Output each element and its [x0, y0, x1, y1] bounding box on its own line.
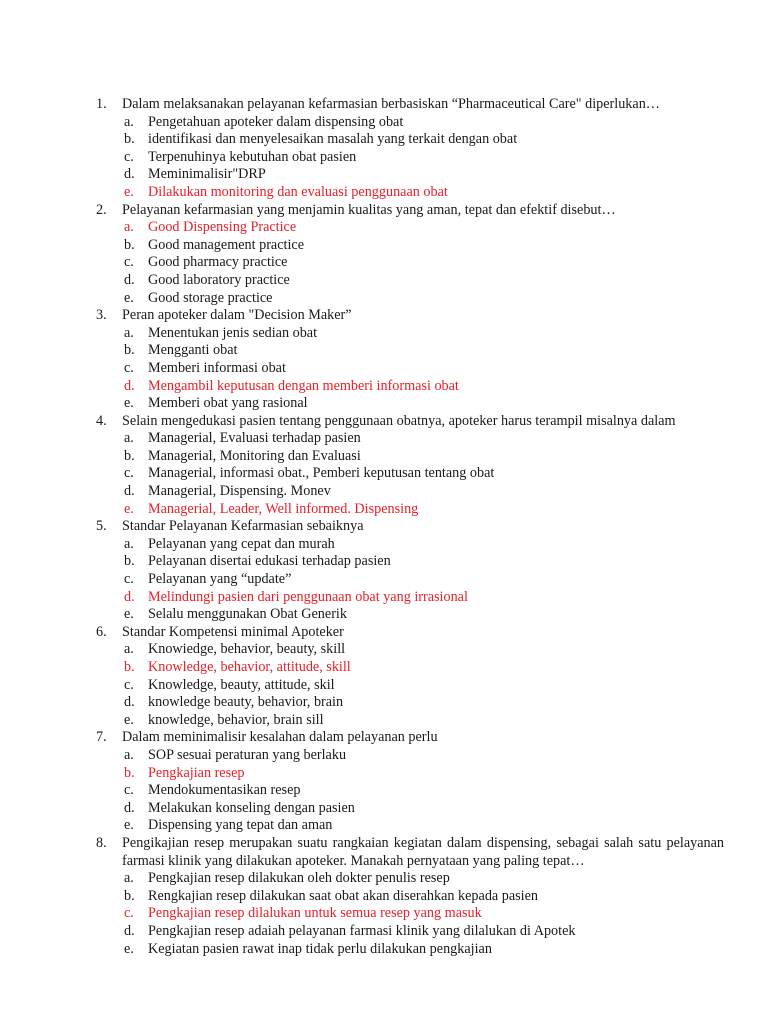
option-text: Pengkajian resep: [148, 764, 245, 781]
option-letter: a.: [124, 746, 134, 763]
option-letter: e.: [124, 289, 134, 306]
correct-answer-option: [96, 219, 724, 237]
option-letter: d.: [124, 922, 135, 939]
correct-answer-option: [96, 659, 724, 677]
option-letter: c.: [124, 254, 134, 271]
option-letter: b.: [124, 236, 135, 253]
question-row: [96, 835, 724, 870]
option-letter: e.: [124, 711, 134, 728]
question-number: 4.: [96, 412, 107, 429]
option-text: Terpenuhinya kebutuhan obat pasien: [148, 148, 357, 165]
option-text: Meminimalisir"DRP: [148, 166, 266, 183]
question-text: Standar Pelayanan Kefarmasian sebaiknya: [122, 518, 364, 535]
option-text: Managerial, Dispensing. Monev: [148, 483, 331, 500]
option-list: [96, 325, 724, 413]
option-letter: d.: [124, 271, 135, 288]
answer-option: [96, 941, 724, 959]
option-letter: d.: [124, 166, 135, 183]
option-list: [96, 536, 724, 624]
option-text: Pengkajian resep adaiah pelayanan farmasi klinik yang dilalukan di Apotek: [148, 922, 576, 939]
option-letter: a.: [124, 324, 134, 341]
option-letter: c.: [124, 676, 134, 693]
option-text: Managerial, Leader, Well informed. Dispensing: [148, 500, 419, 517]
question-row: [96, 729, 724, 747]
question-4: [96, 413, 724, 519]
option-text: Knowledge, behavior, attitude, skill: [148, 659, 351, 675]
option-text: Pengkajian resep dilalukan untuk semua resep yang masuk: [148, 905, 482, 922]
option-letter: b.: [124, 659, 135, 675]
correct-answer-option: [96, 184, 724, 202]
option-list: [96, 114, 724, 202]
option-letter: b.: [124, 447, 135, 464]
question-row: [96, 96, 724, 114]
option-text: identifikasi dan menyelesaikan masalah yang terkait dengan obat: [148, 131, 518, 148]
option-text: Pelayanan disertai edukasi terhadap pasien: [148, 553, 391, 570]
option-letter: e.: [124, 606, 134, 623]
answer-option: [96, 149, 724, 167]
option-letter: c.: [124, 465, 134, 482]
option-text: SOP sesuai peraturan yang berlaku: [148, 746, 347, 763]
question-text: Pengikajian resep merupakan suatu rangkaian kegiatan dalam dispensing, sebagai salah satu pelayanan farmasi klinik yang dilakukan apoteker. Manakah pernyataan yang paling tepat…: [122, 834, 724, 869]
option-letter: c.: [124, 148, 134, 165]
question-number: 3.: [96, 307, 107, 324]
answer-option: [96, 325, 724, 343]
answer-option: [96, 465, 724, 483]
answer-option: [96, 272, 724, 290]
option-text: Mendokumentasikan resep: [148, 782, 301, 799]
answer-option: [96, 395, 724, 413]
question-6: [96, 624, 724, 730]
option-text: Pelayanan yang cepat dan murah: [148, 535, 335, 552]
option-text: Dilakukan monitoring dan evaluasi penggunaan obat: [148, 183, 448, 200]
answer-option: [96, 536, 724, 554]
option-letter: b.: [124, 764, 135, 781]
option-text: Melindungi pasien dari penggunaan obat yang irrasional: [148, 588, 468, 605]
question-3: [96, 307, 724, 413]
question-text: Selain mengedukasi pasien tentang penggunaan obatnya, apoteker harus terampil misalnya dalam: [122, 412, 676, 429]
option-list: [96, 641, 724, 729]
option-letter: c.: [124, 359, 134, 376]
option-text: Managerial, informasi obat., Pemberi keputusan tentang obat: [148, 465, 495, 482]
option-text: Good storage practice: [148, 289, 273, 306]
question-text: Dalam melaksanakan pelayanan kefarmasian berbasiskan “Pharmaceutical Care" diperlukan…: [122, 96, 660, 112]
option-letter: d.: [124, 483, 135, 500]
question-list: [96, 96, 724, 958]
option-letter: b.: [124, 342, 135, 359]
option-text: Menentukan jenis sedian obat: [148, 324, 318, 341]
question-row: [96, 307, 724, 325]
answer-option: [96, 290, 724, 308]
question-number: 8.: [96, 834, 107, 851]
option-text: Good Dispensing Practice: [148, 219, 297, 236]
option-letter: a.: [124, 870, 134, 887]
option-text: Mengambil keputusan dengan memberi informasi obat: [148, 377, 459, 394]
answer-option: [96, 553, 724, 571]
option-text: Managerial, Evaluasi terhadap pasien: [148, 430, 361, 447]
option-list: [96, 747, 724, 835]
option-letter: a.: [124, 430, 134, 447]
answer-option: [96, 483, 724, 501]
option-text: Pengkajian resep dilakukan oleh dokter penulis resep: [148, 870, 450, 887]
answer-option: [96, 923, 724, 941]
answer-option: [96, 430, 724, 448]
option-letter: a.: [124, 535, 134, 552]
option-text: Pelayanan yang “update”: [148, 571, 292, 588]
question-text: Peran apoteker dalam "Decision Maker”: [122, 307, 352, 324]
option-letter: e.: [124, 183, 134, 200]
option-letter: a.: [124, 113, 134, 130]
option-text: Melakukan konseling dengan pasien: [148, 799, 355, 816]
question-1: [96, 96, 724, 202]
question-row: [96, 413, 724, 431]
answer-option: [96, 342, 724, 360]
answer-option: [96, 870, 724, 888]
question-7: [96, 729, 724, 835]
option-text: Kegiatan pasien rawat inap tidak perlu dilakukan pengkajian: [148, 940, 492, 957]
question-text: Pelayanan kefarmasian yang menjamin kualitas yang aman, tepat dan efektif disebut…: [122, 201, 616, 218]
answer-option: [96, 606, 724, 624]
question-number: 5.: [96, 518, 107, 535]
option-list: [96, 219, 724, 307]
option-text: Dispensing yang tepat dan aman: [148, 817, 333, 834]
answer-option: [96, 448, 724, 466]
answer-option: [96, 237, 724, 255]
answer-option: [96, 131, 724, 149]
question-text: Standar Kompetensi minimal Apoteker: [122, 623, 344, 640]
question-number: 2.: [96, 201, 107, 218]
option-text: Pengetahuan apoteker dalam dispensing obat: [148, 113, 404, 130]
question-row: [96, 624, 724, 642]
question-text: Dalam meminimalisir kesalahan dalam pelayanan perlu: [122, 729, 438, 746]
answer-option: [96, 817, 724, 835]
option-letter: e.: [124, 940, 134, 957]
option-text: Managerial, Monitoring dan Evaluasi: [148, 447, 361, 464]
option-text: Selalu menggunakan Obat Generik: [148, 606, 347, 623]
answer-option: [96, 641, 724, 659]
option-letter: a.: [124, 219, 134, 236]
answer-option: [96, 888, 724, 906]
correct-answer-option: [96, 589, 724, 607]
option-letter: d.: [124, 377, 135, 394]
option-text: Memberi informasi obat: [148, 359, 286, 376]
answer-option: [96, 166, 724, 184]
option-text: Mengganti obat: [148, 342, 238, 359]
option-letter: b.: [124, 131, 135, 148]
answer-option: [96, 360, 724, 378]
answer-option: [96, 694, 724, 712]
answer-option: [96, 747, 724, 765]
option-text: Good laboratory practice: [148, 271, 290, 288]
option-letter: d.: [124, 588, 135, 605]
question-row: [96, 518, 724, 536]
answer-option: [96, 782, 724, 800]
option-letter: c.: [124, 782, 134, 799]
question-number: 1.: [96, 96, 107, 112]
option-text: knowledge beauty, behavior, brain: [148, 694, 344, 711]
option-letter: a.: [124, 641, 134, 658]
option-letter: d.: [124, 694, 135, 711]
option-list: [96, 430, 724, 518]
correct-answer-option: [96, 905, 724, 923]
answer-option: [96, 571, 724, 589]
option-letter: e.: [124, 817, 134, 834]
option-letter: e.: [124, 395, 134, 412]
question-5: [96, 518, 724, 624]
option-letter: d.: [124, 799, 135, 816]
option-text: Good pharmacy practice: [148, 254, 288, 271]
option-letter: b.: [124, 887, 135, 904]
question-number: 7.: [96, 729, 107, 746]
answer-option: [96, 114, 724, 132]
correct-answer-option: [96, 378, 724, 396]
answer-option: [96, 712, 724, 730]
option-text: Knowledge, beauty, attitude, skil: [148, 676, 335, 693]
correct-answer-option: [96, 501, 724, 519]
option-letter: c.: [124, 905, 134, 922]
option-list: [96, 870, 724, 958]
correct-answer-option: [96, 765, 724, 783]
option-letter: c.: [124, 571, 134, 588]
option-text: Knowiedge, behavior, beauty, skill: [148, 641, 346, 658]
option-text: Rengkajian resep dilakukan saat obat akan diserahkan kepada pasien: [148, 887, 539, 904]
option-text: Good management practice: [148, 236, 304, 253]
question-number: 6.: [96, 623, 107, 640]
answer-option: [96, 254, 724, 272]
option-text: knowledge, behavior, brain sill: [148, 711, 324, 728]
question-2: [96, 202, 724, 308]
answer-option: [96, 800, 724, 818]
option-letter: b.: [124, 553, 135, 570]
option-text: Memberi obat yang rasional: [148, 395, 308, 412]
answer-option: [96, 677, 724, 695]
question-row: [96, 202, 724, 220]
option-letter: e.: [124, 500, 134, 517]
question-8: [96, 835, 724, 958]
